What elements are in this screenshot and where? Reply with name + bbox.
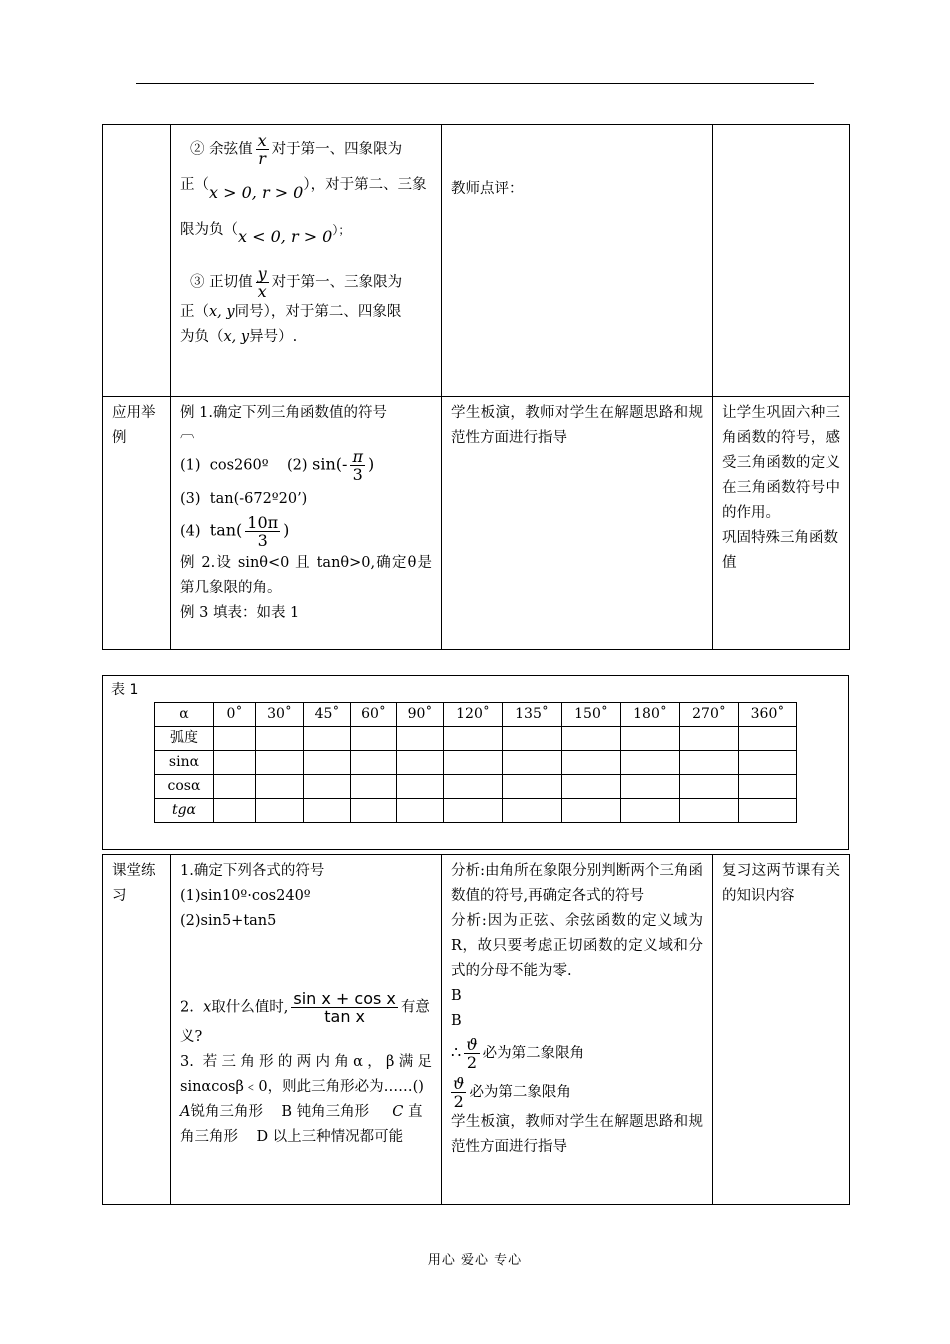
example-1-symbol: ︹	[180, 426, 195, 440]
examples-cell	[171, 397, 442, 650]
header-cell: 45˚	[304, 703, 351, 727]
theta-over-2-fraction: $\frac{ϑ}{2}$	[466, 1035, 478, 1072]
header-cell: 120˚	[444, 703, 503, 727]
purpose-text-2: 巩固特殊三角函数值	[722, 530, 838, 571]
row-label-cos: cosα	[155, 775, 214, 799]
question-1: 1.确定下列各式的符号	[180, 863, 325, 879]
x-over-r-fraction: $\frac{x}{r}$	[257, 131, 267, 168]
header-cell: 0˚	[214, 703, 256, 727]
section-label-practice: 课堂练习	[112, 863, 156, 904]
analysis-cell	[442, 855, 713, 1205]
table-header-row	[155, 703, 797, 727]
table-1-cell	[103, 676, 849, 850]
section-label-application: 应用举例	[112, 405, 156, 446]
header-cell: 135˚	[503, 703, 562, 727]
example-1-part-4: (4) tan( $\frac{10\pi}{3}$ )	[180, 513, 290, 550]
header-alpha: α	[155, 703, 214, 727]
question-3: 3. 若三角形的两内角α，β满足sinαcosβ﹤0，则此三角形必为……()	[180, 1054, 432, 1095]
tan-diff-sign-line: 为负（x, y异号）.	[180, 329, 298, 345]
purpose-cell-empty	[713, 125, 850, 397]
header-cell: 150˚	[562, 703, 621, 727]
question-1b: (2)sin5+tan5	[180, 913, 277, 929]
teacher-comment: 教师点评：	[451, 181, 524, 197]
cos-rule-label: ② 余弦值	[190, 141, 253, 158]
trig-values-table	[154, 702, 797, 823]
header-cell: 180˚	[621, 703, 680, 727]
teaching-method: 学生板演，教师对学生在解题思路和规范性方面进行指导	[451, 1114, 703, 1155]
table-row	[103, 855, 850, 1205]
tan-672-expression: tan(-672º20’)	[209, 491, 308, 507]
method-cell	[442, 397, 713, 650]
conclusion-line-2: $\frac{ϑ}{2}$ 必为第二象限角	[453, 1074, 571, 1111]
table-row	[155, 799, 797, 823]
cos260-expression: cos260º	[209, 457, 269, 474]
purpose-cell	[713, 855, 850, 1205]
practice-table	[102, 854, 850, 1205]
y-over-x-fraction: $\frac{y}{x}$	[257, 264, 267, 301]
teaching-method: 学生板演，教师对学生在解题思路和规范性方面进行指导	[451, 405, 703, 446]
table-row	[103, 397, 850, 650]
purpose-text-1: 让学生巩固六种三角函数的符号，感受三角函数的定义在三角函数符号中的作用。	[722, 405, 840, 521]
cos-rule-text: 对于第一、四象限为	[271, 141, 403, 158]
header-cell: 270˚	[680, 703, 739, 727]
example-1-parts-1-2: (1) cos260º (2) sin(- $\frac{\pi}{3}$ )	[180, 447, 375, 484]
cos-negative-line: 限为负（x < 0, r > 0）；	[180, 216, 432, 243]
row-label-tg: tgα	[155, 799, 214, 823]
purpose-text: 复习这两节课有关的知识内容	[722, 863, 840, 904]
cos-positive-condition: x > 0, r > 0	[209, 183, 304, 202]
answer-b-2: B	[451, 1013, 462, 1029]
question-3-options: A锐角三角形 B 钝角三角形 C 直角三角形 D 以上三种情况都可能	[180, 1104, 423, 1145]
cos-negative-condition: x < 0, r > 0	[238, 227, 333, 246]
cos-rule-line	[180, 132, 432, 167]
row-label-radian: 弧度	[155, 727, 214, 751]
table-row	[155, 751, 797, 775]
practice-questions-cell	[171, 855, 442, 1205]
cos-positive-line: 正（x > 0, r > 0），对于第二、三象	[180, 171, 432, 198]
example-1-title: 例 1.确定下列三角函数值的符号	[180, 405, 387, 421]
header-cell: 360˚	[739, 703, 797, 727]
table-row	[155, 775, 797, 799]
header-rule	[136, 83, 814, 84]
tan-rule-line: ③ 正切值 $\frac{y}{x}$ 对于第一、三象限为	[190, 264, 403, 301]
question-2: 2. x取什么值时, $\frac{\text{sin x + cos x}}{\text{tan x}}$ 有意义?	[180, 989, 430, 1045]
row-label-sin: sinα	[155, 751, 214, 775]
lesson-table-top	[102, 124, 850, 650]
answer-b-1: B	[451, 988, 462, 1004]
table-1-container	[102, 675, 849, 850]
example-2: 例 2.设 sinθ<0 且 tanθ>0,确定θ是第几象限的角。	[180, 555, 432, 596]
header-cell: 60˚	[351, 703, 397, 727]
analysis-1: 分析:由角所在象限分别判断两个三角函数值的符号,再确定各式的符号	[451, 863, 703, 904]
page-footer: 用心 爱心 专心	[427, 1253, 523, 1268]
theta-over-2-fraction: $\frac{ϑ}{2}$	[453, 1074, 465, 1111]
example-1-part-3: (3) tan(-672º20’)	[180, 491, 308, 507]
analysis-2: 分析:因为正弦、余弦函数的定义域为 R，故只要考虑正切函数的定义域和分式的分母不能为零.	[451, 913, 703, 979]
10pi-over-3-fraction: $\frac{10\pi}{3}$	[247, 513, 279, 550]
section-label-cell	[103, 855, 171, 1205]
section-label-cell	[103, 397, 171, 650]
header-cell: 30˚	[256, 703, 304, 727]
purpose-cell	[713, 397, 850, 650]
pi-over-3-fraction: $\frac{\pi}{3}$	[352, 447, 363, 484]
header-cell: 90˚	[397, 703, 444, 727]
table-row	[155, 727, 797, 751]
question-1a: (1)sin10º·cos240º	[180, 888, 311, 904]
teacher-comment-cell	[442, 125, 713, 397]
tan-same-sign-line: 正（x, y同号），对于第二、四象限	[180, 304, 402, 320]
table-1-caption: 表 1	[111, 682, 139, 698]
table-row	[103, 125, 850, 397]
conclusion-line-1: ∴ $\frac{ϑ}{2}$ 必为第二象限角	[451, 1035, 585, 1072]
label-cell-empty	[103, 125, 171, 397]
sign-rules-cell	[171, 125, 442, 397]
sin-plus-cos-over-tan-fraction: $\frac{\text{sin x + cos x}}{\text{tan x}}$	[293, 989, 396, 1026]
example-3: 例 3 填表：如表 1	[180, 605, 300, 621]
